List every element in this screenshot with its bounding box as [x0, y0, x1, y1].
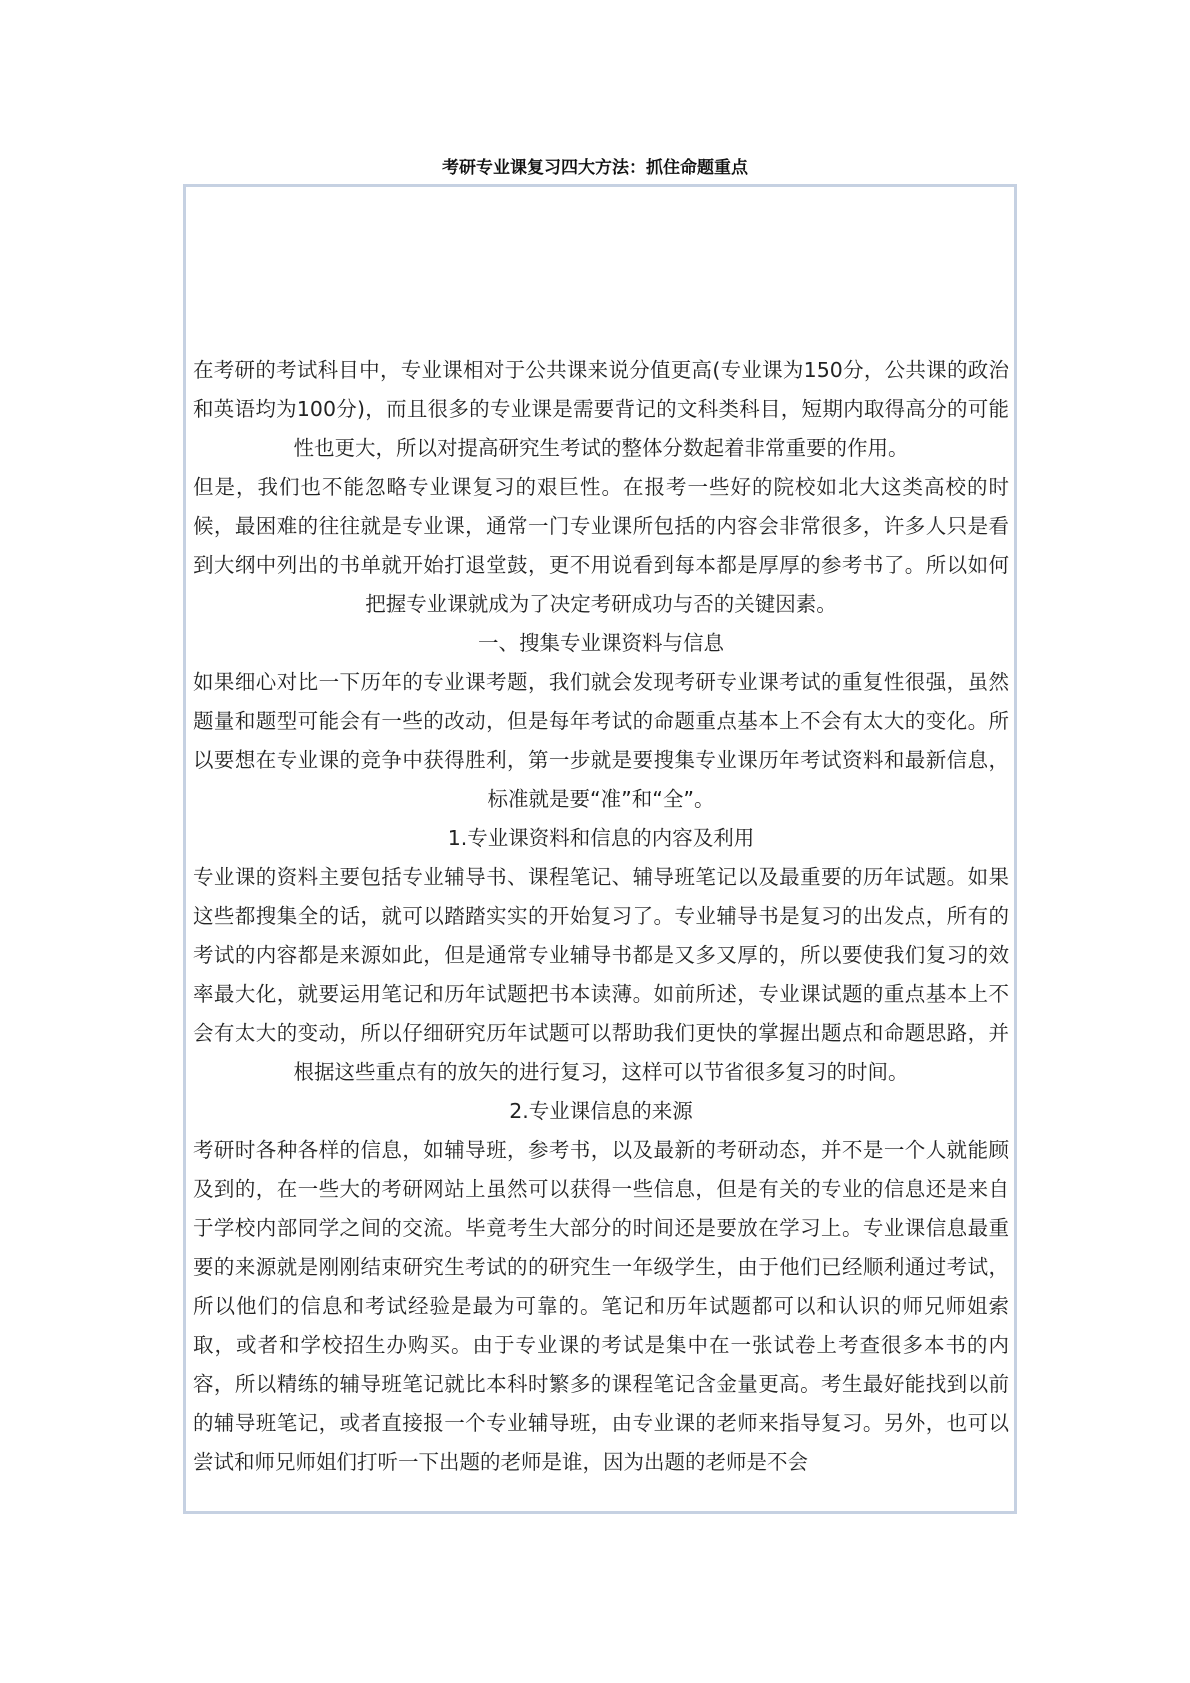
section-1-paragraph: 如果细心对比一下历年的专业课考题，我们就会发现考研专业课考试的重复性很强，虽然题量和题型可能会有一些的改动，但是每年考试的命题重点基本上不会有太大的变化。所以要想在专业课的竞争中获得胜利，第一步就是要搜集专业课历年考试资料和最新信息，标准就是要“准”和“全”。 [193, 670, 1009, 811]
content-frame [183, 184, 1017, 1514]
document-title: 考研专业课复习四大方法：抓住命题重点 [442, 158, 748, 178]
intro-paragraph-2: 但是，我们也不能忽略专业课复习的艰巨性。在报考一些好的院校如北大这类高校的时候，最困难的往往就是专业课，通常一门专业课所包括的内容会非常很多，许多人只是看到大纲中列出的书单就开始打退堂鼓，更不用说看到每本都是厚厚的参考书了。所以如何把握专业课就成为了决定考研成功与否的关键因素。 [193, 475, 1009, 616]
subsection-1-heading: 1.专业课资料和信息的内容及利用 [447, 826, 755, 850]
subsection-2-paragraph: 考研时各种各样的信息，如辅导班，参考书，以及最新的考研动态，并不是一个人就能顾及到的，在一些大的考研网站上虽然可以获得一些信息，但是有关的专业的信息还是来自于学校内部同学之间的交流。毕竟考生大部分的时间还是要放在学习上。专业课信息最重要的来源就是刚刚结束研究生考试的的研究生一年级学生，由于他们已经顺利通过考试，所以他们的信息和考试经验是最为可靠的。笔记和历年试题都可以和认识的师兄师姐索取，或者和学校招生办购买。由于专业课的考试是集中在一张试卷上考查很多本书的内容，所以精练的辅导班笔记就比本科时繁多的课程笔记含金量更高。考生最好能找到以前的辅导班笔记，或者直接报一个专业辅导班，由专业课的老师来指导复习。另外，也可以尝试和师兄师姐们打听一下出题的老师是谁，因为出题的老师是不会 [193, 1138, 1009, 1474]
section-1-heading: 一、搜集专业课资料与信息 [478, 631, 724, 655]
article-body [193, 351, 1009, 1482]
subsection-1-paragraph: 专业课的资料主要包括专业辅导书、课程笔记、辅导班笔记以及最重要的历年试题。如果这些都搜集全的话，就可以踏踏实实的开始复习了。专业辅导书是复习的出发点，所有的考试的内容都是来源如此，但是通常专业辅导书都是又多又厚的，所以要使我们复习的效率最大化，就要运用笔记和历年试题把书本读薄。如前所述，专业课试题的重点基本上不会有太大的变动，所以仔细研究历年试题可以帮助我们更快的掌握出题点和命题思路，并根据这些重点有的放矢的进行复习，这样可以节省很多复习的时间。 [193, 865, 1009, 1084]
intro-paragraph-1: 在考研的考试科目中，专业课相对于公共课来说分值更高(专业课为150分，公共课的政治和英语均为100分)，而且很多的专业课是需要背记的文科类科目，短期内取得高分的可能性也更大，所以对提高研究生考试的整体分数起着非常重要的作用。 [193, 358, 1009, 460]
subsection-2-heading: 2.专业课信息的来源 [509, 1099, 693, 1123]
